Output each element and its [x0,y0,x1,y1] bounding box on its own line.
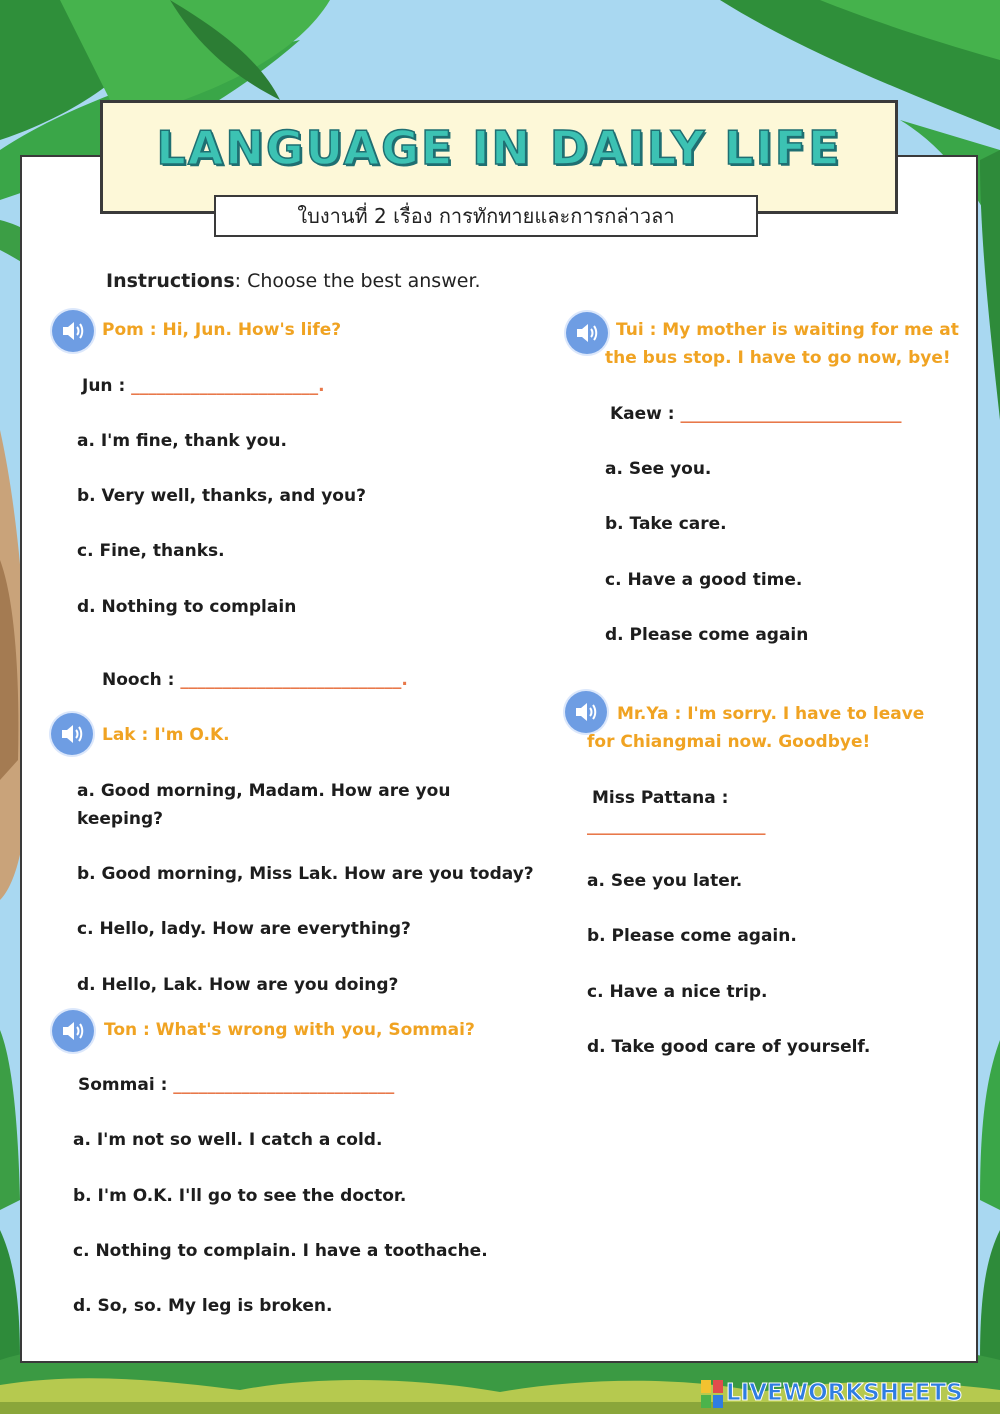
respondent-label: Jun : [82,376,126,396]
question-2-option-c[interactable]: c. Hello, lady. How are everything? [77,919,411,939]
speaker-icon[interactable] [52,1010,94,1052]
question-3-option-a[interactable]: a. I'm not so well. I catch a cold. [73,1130,383,1150]
question-1-respondent [82,376,325,396]
worksheet-subtitle: ใบงานที่ 2 เรื่อง การทักทายและการกล่าวลา [214,195,758,237]
question-4-option-c[interactable]: c. Have a good time. [605,570,803,590]
answer-blank[interactable]: __________________________. [180,670,408,690]
question-3-prompt: Ton : What's wrong with you, Sommai? [104,1020,475,1040]
question-5-respondent: Miss Pattana : [592,788,729,808]
question-2-respondent [102,670,408,690]
logo-text: LIVEWORKSHEETS [726,1380,963,1406]
question-4-prompt-line-1: Tui : My mother is waiting for me at [616,320,959,340]
instructions-label: Instructions [106,270,235,292]
question-2-option-a[interactable]: a. Good morning, Madam. How are you keeping? [77,781,451,829]
question-5-option-a[interactable]: a. See you later. [587,871,743,891]
speaker-icon[interactable] [566,312,608,354]
question-4-respondent [610,404,902,424]
respondent-label: Kaew : [610,404,675,424]
answer-blank[interactable]: ______________________. [131,376,325,396]
question-4-option-b[interactable]: b. Take care. [605,514,727,534]
question-4-option-a[interactable]: a. See you. [605,459,712,479]
respondent-label: Nooch : [102,670,175,690]
question-5-option-d[interactable]: d. Take good care of yourself. [587,1037,871,1057]
liveworksheets-logo [700,1377,995,1411]
respondent-label: Sommai : [78,1075,168,1095]
question-3-option-b[interactable]: b. I'm O.K. I'll go to see the doctor. [73,1186,407,1206]
question-2-option-d[interactable]: d. Hello, Lak. How are you doing? [77,975,399,995]
question-1-option-b[interactable]: b. Very well, thanks, and you? [77,486,366,506]
question-3-respondent [78,1075,394,1095]
question-4-prompt-line-2: the bus stop. I have to go now, bye! [605,348,951,368]
question-3-option-c[interactable]: c. Nothing to complain. I have a toothache. [73,1241,488,1261]
question-4-option-d[interactable]: d. Please come again [605,625,809,645]
question-5-prompt-line-1: Mr.Ya : I'm sorry. I have to leave [617,704,925,724]
question-3-option-d[interactable]: d. So, so. My leg is broken. [73,1296,333,1316]
question-2-prompt: Lak : I'm O.K. [102,725,230,745]
question-5-prompt-line-2: for Chiangmai now. Goodbye! [587,732,871,752]
question-5-option-b[interactable]: b. Please come again. [587,926,797,946]
instructions [106,270,481,292]
question-1-prompt: Pom : Hi, Jun. How's life? [102,320,342,340]
question-1-option-a[interactable]: a. I'm fine, thank you. [77,431,287,451]
answer-blank[interactable]: __________________________ [173,1075,395,1095]
question-5-option-c[interactable]: c. Have a nice trip. [587,982,768,1002]
answer-blank[interactable]: __________________________ [680,404,902,424]
speaker-icon[interactable] [52,310,94,352]
question-1-option-c[interactable]: c. Fine, thanks. [77,541,225,561]
question-1-option-d[interactable]: d. Nothing to complain [77,597,297,617]
question-2-option-b[interactable]: b. Good morning, Miss Lak. How are you today? [77,864,534,884]
answer-blank[interactable]: _____________________ [587,816,766,836]
speaker-icon[interactable] [565,691,607,733]
instructions-text: : Choose the best answer. [234,270,481,292]
speaker-icon[interactable] [51,713,93,755]
logo-mark-icon [700,1379,724,1409]
page-title: LANGUAGE IN DAILY LIFE [156,121,842,175]
